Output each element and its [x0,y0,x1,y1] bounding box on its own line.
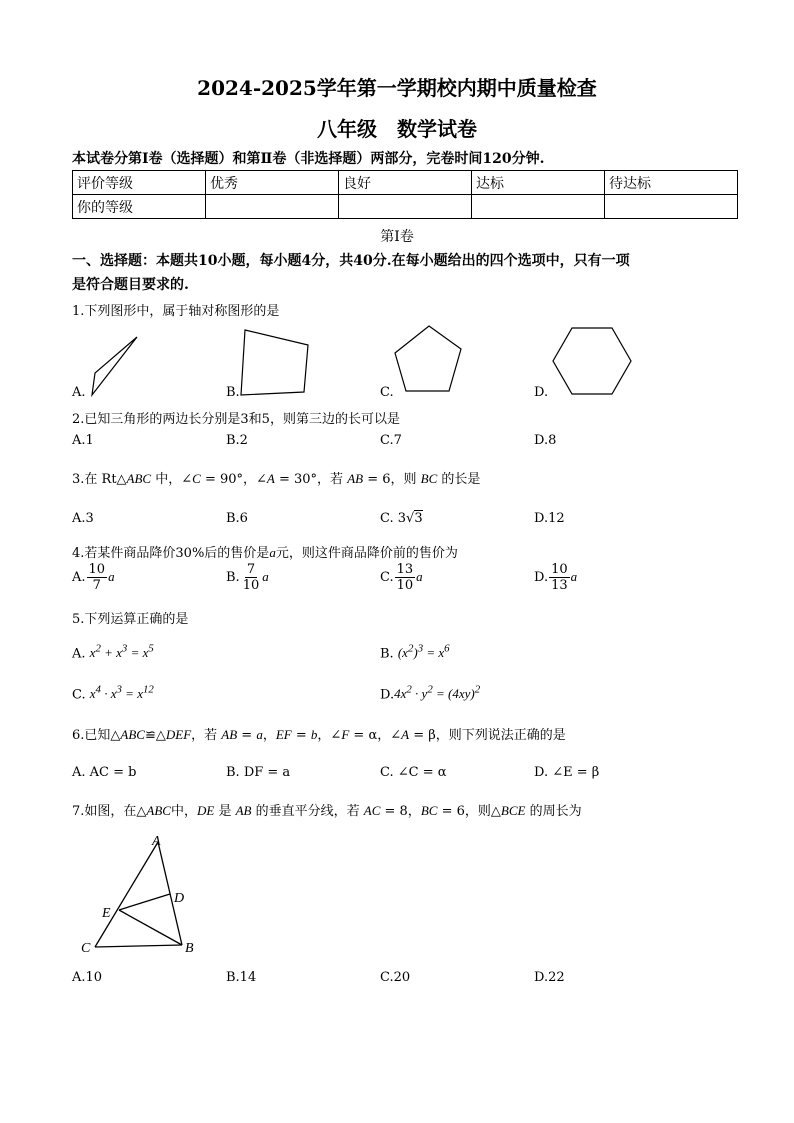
table-cell: 待达标 [605,171,738,195]
q6-stem-text: 6.已知△ [72,728,121,743]
q3-stem-text: 3.在 Rt△ [72,472,127,487]
q3-stem-text: = 6，则 [363,472,421,487]
grade-input-cell[interactable] [472,195,605,219]
option-var: a [416,569,423,584]
fraction [549,563,570,592]
q7-stem-var: ABC [146,803,171,818]
grade-input-cell[interactable] [339,195,472,219]
point-label-c: C [81,941,91,956]
math-expression: $x^2 + x^3 = x^5$ [89,643,154,661]
math-expression: $x^4 \cdot x^3 = x^{12}$ [89,684,154,702]
q3-stem [72,468,480,487]
q3-option-b[interactable]: B.6 [226,511,248,526]
q7-stem-text: 是 [214,804,236,819]
exam-subtitle: 八年级 数学试卷 [317,117,477,141]
q6-stem [72,724,566,743]
q6-stem-text: ，∠ [317,728,342,743]
q4-stem [72,542,458,561]
q1-option-d[interactable]: D. [534,385,549,400]
q1-stem: 1.下列图形中，属于轴对称图形的是 [72,304,280,319]
point-label-a: A [152,834,161,849]
option-var: a [262,569,269,584]
q4-stem-var: a [269,545,276,560]
q6-stem-var: AB [221,727,238,742]
q6-option-a[interactable]: A. AC = b [72,765,137,780]
q7-stem-var: BCE [500,803,526,818]
table-row [73,195,738,219]
sqrt-symbol: √ [406,511,415,526]
q6-stem-text: ，若 [191,728,222,743]
grade-input-cell[interactable] [605,195,738,219]
q3-stem-var: A [266,471,275,486]
q3-option-a[interactable]: A.3 [72,511,94,526]
option-var: a [570,569,578,584]
fraction-denominator: 10 [242,578,260,593]
q5-option-b[interactable] [380,643,450,661]
q3-stem-var: BC [420,471,438,486]
q6-stem-text: = β，则下列说法正确的是 [409,728,566,743]
q3-option-c[interactable] [380,511,423,526]
table-cell: 评价等级 [73,171,206,195]
exam-intro: 本试卷分第Ⅰ卷（选择题）和第Ⅱ卷（非选择题）两部分，完卷时间120分钟. [72,151,545,167]
q3-stem-var: ABC [126,471,152,486]
point-label-b: B [185,941,194,956]
q3-option-c-radicand: 3 [414,511,423,526]
q7-stem [72,800,582,819]
q7-stem-text: = 6，则△ [437,804,501,819]
fraction [395,563,416,592]
segment-cb [95,945,182,947]
q6-stem-var: EF [275,727,292,742]
q6-stem-var: F [341,727,350,742]
option-letter: D. [380,687,395,703]
q7-stem-var: AB [235,803,252,818]
fraction [87,563,108,592]
q6-stem-text: = α，∠ [349,728,402,743]
q6-stem-var: ABC [120,727,145,742]
fraction-numerator: 13 [396,562,414,577]
point-label-e: E [102,906,111,921]
segment-eb [119,910,182,945]
fraction-numerator: 10 [551,562,568,577]
q7-stem-text: 中， [170,804,197,819]
q6-option-b[interactable]: B. DF = a [226,765,291,780]
q6-stem-var: b [310,727,318,742]
math-expression: $(x^2)^3 = x^6$ [397,643,450,661]
option-letter: B. [380,646,394,662]
q3-stem-var: AB [347,471,364,486]
q7-stem-text: = 8， [380,804,421,819]
section-heading-line2: 是符合题目要求的. [72,277,189,293]
q3-option-d[interactable]: D.12 [534,511,565,526]
fraction-numerator: 7 [246,562,256,577]
q2-option-a[interactable]: A.1 [72,433,94,448]
grade-table [72,170,738,219]
q1-figure-c-pentagon [392,323,472,398]
exam-title: 2024-2025学年第一学期校内期中质量检查 [197,76,597,100]
q3-stem-text: 的长是 [437,472,481,487]
option-letter: D. [534,570,549,585]
q7-triangle-figure [78,830,208,960]
fraction-denominator: 13 [551,578,568,593]
fraction [241,563,262,592]
table-cell: 良好 [339,171,472,195]
fraction-denominator: 7 [92,578,101,593]
option-letter: A. [72,646,86,662]
q6-stem-text: ≌△ [144,728,166,743]
q7-stem-text: 的周长为 [525,804,582,819]
q4-option-a[interactable] [72,563,115,592]
q1-option-b[interactable]: B. [226,385,240,400]
q6-stem-var: A [401,727,410,742]
q4-option-c[interactable] [380,563,423,592]
q5-option-a[interactable] [72,643,154,661]
grade-input-cell[interactable] [206,195,339,219]
q3-option-c-text: C. 3 [380,511,407,526]
fraction-numerator: 10 [88,562,106,577]
q1-option-a[interactable]: A. [72,385,86,400]
option-var: a [108,569,115,584]
q3-stem-text: = 30°，若 [274,472,348,487]
q7-stem-var: DE [196,803,215,818]
table-cell: 你的等级 [73,195,206,219]
q1-figure-a-triangle [85,330,145,400]
math-expression: $4x^2 \cdot y^2 = (4xy)^2$ [394,684,481,702]
q2-option-c[interactable]: C.7 [380,433,402,448]
q6-stem-text: ， [262,728,276,743]
q5-option-d[interactable] [380,684,480,702]
section-heading-line1: 一、选择题：本题共10小题，每小题4分，共40分.在每小题给出的四个选项中，只有一项 [72,253,630,269]
table-cell: 达标 [472,171,605,195]
q1-option-c[interactable]: C. [380,385,394,400]
q7-stem-text: 的垂直平分线，若 [251,804,364,819]
q1-figure-b-quadrilateral [238,325,318,400]
table-row [73,171,738,195]
q6-stem-text: = [291,728,311,743]
q2-stem: 2.已知三角形的两边长分别是3和5，则第三边的长可以是 [72,412,400,427]
q7-option-d[interactable]: D.22 [534,970,565,985]
fraction-denominator: 10 [396,578,414,593]
table-cell: 优秀 [206,171,339,195]
q6-stem-var: a [256,727,263,742]
option-letter: C. [380,570,394,585]
q6-option-c[interactable]: C. ∠C = α [380,765,447,780]
q1-figure-d-hexagon [550,324,640,399]
q4-option-d[interactable] [534,563,577,592]
q3-stem-text: 中，∠ [151,472,193,487]
segment-ed [119,894,170,910]
volume-title: 第Ⅰ卷 [380,229,414,245]
option-letter: A. [72,570,86,585]
q4-stem-text: 4.若某件商品降价30%后的售价是 [72,546,270,561]
q5-option-c[interactable] [72,684,154,702]
q7-option-c[interactable]: C.20 [380,970,411,985]
q4-stem-text: 元，则这件商品降价前的售价为 [275,546,458,561]
option-letter: C. [72,687,86,703]
q7-option-a[interactable]: A.10 [72,970,103,985]
q3-stem-var: C [192,471,201,486]
segment-ca [95,842,158,947]
q7-option-b[interactable]: B.14 [226,970,257,985]
q6-stem-var: DEF [165,727,192,742]
q6-option-d[interactable]: D. ∠E = β [534,765,600,780]
q5-stem: 5.下列运算正确的是 [72,612,189,627]
point-label-d: D [174,891,185,906]
q3-stem-text: = 90°，∠ [200,472,267,487]
q2-option-b[interactable]: B.2 [226,433,248,448]
q7-stem-text: 7.如图，在△ [72,804,147,819]
q6-stem-text: = [237,728,257,743]
q2-option-d[interactable]: D.8 [534,433,557,448]
q7-stem-var: BC [420,803,438,818]
q4-option-b[interactable] [226,563,269,592]
q7-stem-var: AC [363,803,381,818]
option-letter: B. [226,570,240,585]
